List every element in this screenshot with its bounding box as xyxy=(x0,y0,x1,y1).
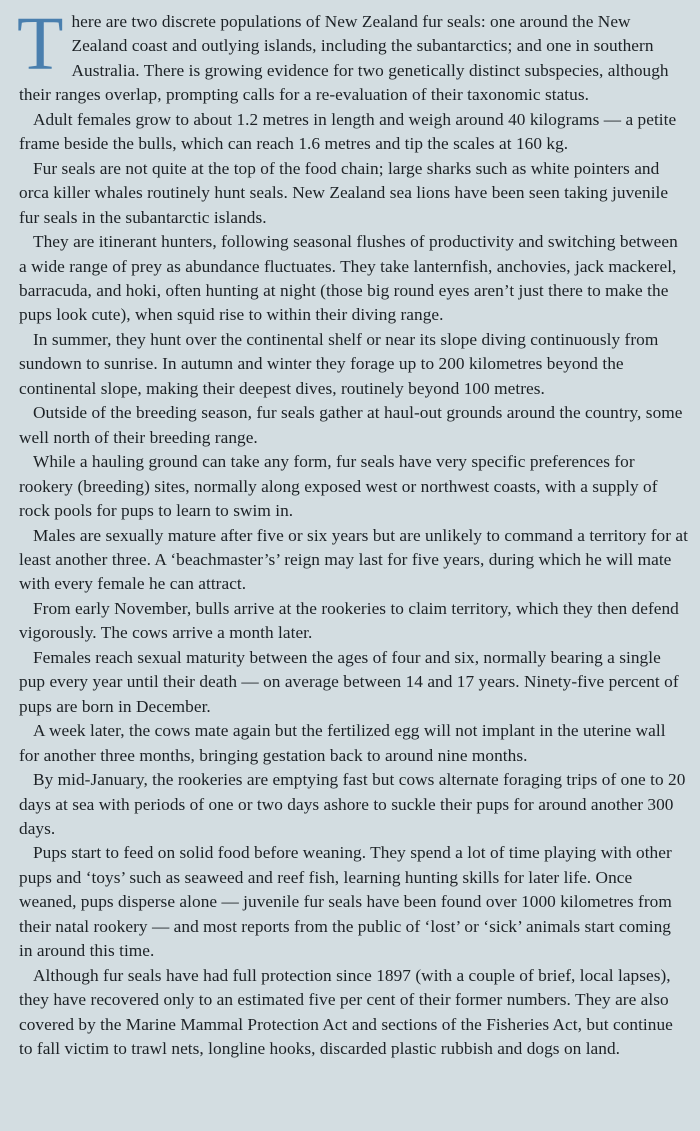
paragraph: Males are sexually mature after five or six years but are unlikely to command a territory for at least another three. A ‘beachmaster’s’ reign may last for five years, during which he will mate with every female he can attract. xyxy=(19,525,688,594)
paragraph: Outside of the breeding season, fur seals gather at haul-out grounds around the country, some well north of their breeding range. xyxy=(19,403,683,447)
paragraph: Adult females grow to about 1.2 metres in length and weigh around 40 kilograms — a petite frame beside the bulls, which can reach 1.6 metres and tip the scales at 160 kg. xyxy=(19,109,677,154)
paragraph: While a hauling ground can take any form, fur seals have very specific preferences for rookery (breeding) sites, normally along exposed west or northwest coasts, with a supply of rock pools for pups to learn to swim in. xyxy=(19,452,658,521)
paragraph: Fur seals are not quite at the top of the food chain; large sharks such as white pointers and orca killer whales routinely hunt seals. New Zealand sea lions have been seen taking juvenile fur seals in the subantarctic islands. xyxy=(19,158,669,227)
paragraph: A week later, the cows mate again but the fertilized egg will not implant in the uterine wall for another three months, bringing gestation back to around nine months. xyxy=(19,721,666,765)
drop-cap: T xyxy=(17,2,64,86)
paragraph: They are itinerant hunters, following seasonal flushes of productivity and switching between a wide range of prey as abundance fluctuates. They take lanternfish, anchovies, jack mackerel, barracuda, and hoki, often hunting at night (those big round eyes aren’t just there to make the pups look cute), when squid rise to within their diving range. xyxy=(19,232,678,325)
paragraph: In summer, they hunt over the continental shelf or near its slope diving continuously from sundown to sunrise. In autumn and winter they forage up to 200 kilometres beyond the continental slope, making their deepest dives, routinely beyond 100 metres. xyxy=(19,329,659,398)
paragraph: From early November, bulls arrive at the rookeries to claim territory, which they then defend vigorously. The cows arrive a month later. xyxy=(19,598,679,643)
paragraph-intro xyxy=(17,2,688,108)
paragraph: Females reach sexual maturity between the ages of four and six, normally bearing a single pup every year until their death — on average between 14 and 17 years. Ninety-five percent of pups are born in December. xyxy=(19,647,679,716)
paragraph: Pups start to feed on solid food before weaning. They spend a lot of time playing with other pups and ‘toys’ such as seaweed and reef fish, learning hunting skills for later life. Once weaned, pups disperse alone — juvenile fur seals have been found over 1000 kilometres from their natal rookery — and most reports from the public of ‘lost’ or ‘sick’ animals start coming in around this time. xyxy=(19,843,672,961)
paragraph: By mid-January, the rookeries are emptying fast but cows alternate foraging trips of one to 20 days at sea with periods of one or two days ashore to suckle their pups for around another 300 days. xyxy=(19,770,686,838)
paragraph-text: here are two discrete populations of New Zealand fur seals: one around the New Zealand coast and outlying islands, including the subantarctics; and one in southern Australia. There is growing evidence for two genetically distinct subspecies, although their ranges overlap, prompting calls for a re-evaluation of their taxonomic status. xyxy=(19,12,669,105)
paragraph: Although fur seals have had full protection since 1897 (with a couple of brief, local lapses), they have recovered only to an estimated five per cent of their former numbers. They are also covered by the Marine Mammal Protection Act and sections of the Fisheries Act, but continue to fall victim to trawl nets, longline hooks, discarded plastic rubbish and dogs on land. xyxy=(19,965,673,1059)
